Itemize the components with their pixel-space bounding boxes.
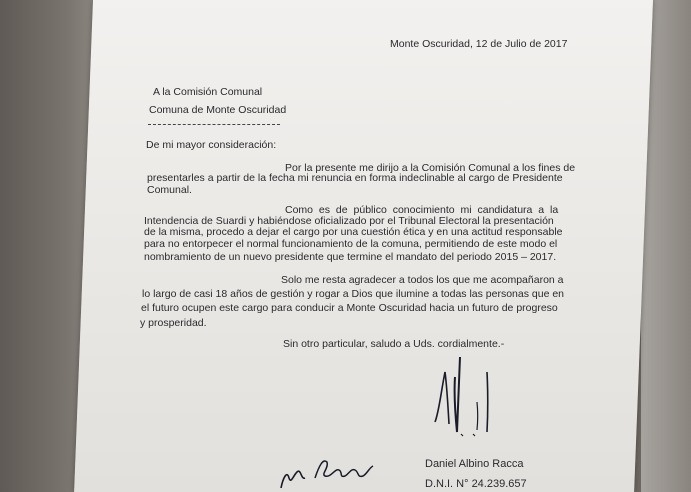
paragraph-2-line: para no entorpecer el normal funcionamiento de la comuna, permitiendo de este modo el	[144, 238, 558, 250]
dashed-separator	[148, 124, 280, 125]
paragraph-3-line: y prosperidad.	[140, 317, 207, 329]
paragraph-2-line: Como es de público conocimiento mi candidatura a la	[285, 204, 559, 216]
paragraph-1-line: presentarles a partir de la fecha mi renuncia en forma indeclinable al cargo de Presidente	[147, 172, 563, 184]
closing: Sin otro particular, saludo a Uds. cordialmente.-	[283, 338, 505, 350]
place-date: Monte Oscuridad, 12 de Julio de 2017	[390, 38, 568, 50]
salutation: De mi mayor consideración:	[146, 139, 277, 151]
paragraph-3-line: lo largo de casi 18 años de gestión y rogar a Dios que ilumine a todas las personas que en	[142, 288, 565, 300]
signature	[415, 352, 525, 447]
paragraph-3-line: Solo me resta agradecer a todos los que me acompañaron a	[281, 274, 564, 286]
recipient-line-1: A la Comisión Comunal	[153, 86, 263, 98]
recipient-line-2: Comuna de Monte Oscuridad	[149, 104, 287, 116]
handwritten-note	[275, 448, 385, 492]
paragraph-1-line: Comunal.	[147, 184, 192, 196]
paragraph-3-line: el futuro ocupen este cargo para conducir a Monte Oscuridad hacia un futuro de progreso	[141, 302, 558, 314]
paragraph-1-line: Por la presente me dirijo a la Comisión Comunal a los fines de	[285, 162, 576, 174]
signer-name: Daniel Albino Racca	[425, 458, 524, 470]
signer-id: D.N.I. N° 24.239.657	[425, 478, 527, 490]
paragraph-2-line: de la misma, procedo a dejar el cargo por una cuestión ética y en una actitud responsable	[144, 226, 563, 238]
paragraph-2-line: Intendencia de Suardi y habiéndose oficializado por el Tribunal Electoral la presentación	[144, 215, 554, 227]
paragraph-2-line: nombramiento de un nuevo presidente que termine el mandato del periodo 2015 – 2017.	[144, 251, 557, 263]
